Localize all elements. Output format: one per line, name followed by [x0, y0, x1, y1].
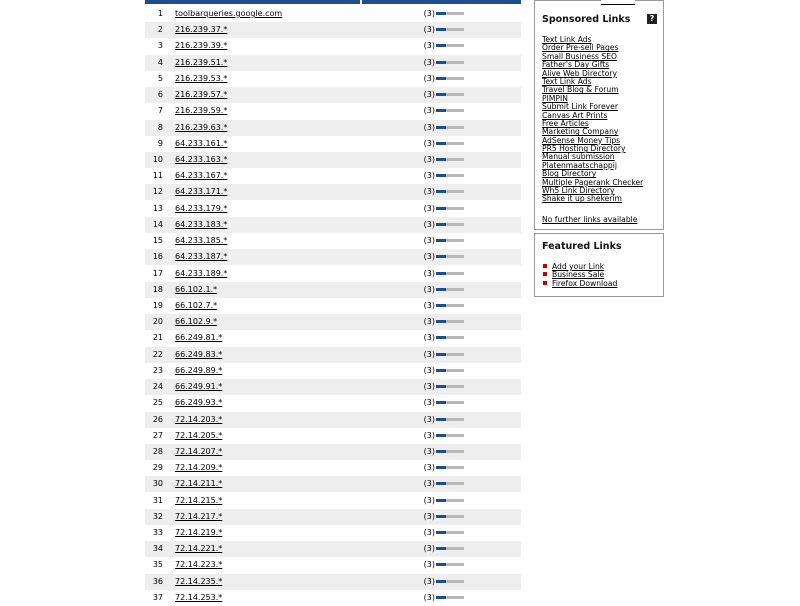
domain-link[interactable]: 64.233.189.* [175, 268, 228, 278]
pagerank-score: (3) [423, 203, 435, 213]
pagerank-bar-fill [436, 288, 446, 291]
rank-number: 30 [152, 479, 163, 489]
pagerank-score: (3) [423, 365, 435, 375]
rank-number: 15 [152, 236, 163, 246]
rank-number: 22 [152, 349, 163, 359]
table-row [145, 412, 521, 428]
pagerank-bar-fill [436, 255, 446, 258]
rank-number: 9 [157, 138, 163, 148]
pagerank-score: (3) [423, 495, 435, 505]
domain-link[interactable]: 216.239.39.* [175, 41, 228, 51]
sponsored-link[interactable]: Order Pre-sell Pages [542, 43, 619, 53]
pagerank-bar-fill [436, 418, 446, 421]
rank-number: 6 [157, 90, 163, 100]
sponsored-link[interactable]: AdSense Money Tips [542, 135, 621, 145]
rank-number: 16 [152, 252, 163, 262]
table-row [145, 282, 521, 298]
table-row [145, 525, 521, 541]
pagerank-bar-fill [436, 28, 446, 31]
pagerank-bar [436, 515, 464, 518]
rank-number: 35 [152, 560, 163, 570]
table-row [145, 347, 521, 363]
pagerank-bar-fill [436, 369, 446, 372]
table-row [145, 22, 521, 38]
pagerank-bar [436, 434, 464, 437]
table-row [145, 201, 521, 217]
pagerank-bar-fill [436, 531, 446, 534]
pagerank-bar [436, 158, 464, 161]
rank-number: 34 [152, 544, 163, 554]
featured-links-box [534, 233, 664, 297]
pagerank-bar [436, 336, 464, 339]
pagerank-bar-fill [436, 190, 446, 193]
pagerank-bar [436, 450, 464, 453]
pagerank-bar [436, 93, 464, 96]
table-row [145, 363, 521, 379]
rank-number: 2 [157, 25, 163, 35]
pagerank-bar-fill [436, 77, 446, 80]
rank-number: 17 [152, 268, 163, 278]
pagerank-score: (3) [423, 154, 435, 164]
pagerank-bar-fill [436, 482, 446, 485]
pagerank-score: (3) [423, 560, 435, 570]
domain-link[interactable]: 64.233.161.* [175, 138, 228, 148]
pagerank-bar [436, 563, 464, 566]
domain-link[interactable]: 66.249.81.* [175, 333, 223, 343]
pagerank-bar [436, 207, 464, 210]
pagerank-score: (3) [423, 252, 435, 262]
pagerank-bar [436, 320, 464, 323]
sponsored-link[interactable]: Small Business SEO [542, 51, 617, 61]
pagerank-bar-fill [436, 547, 446, 550]
domain-link[interactable]: 64.233.185.* [175, 236, 228, 246]
pagerank-bar-fill [436, 466, 446, 469]
pagerank-score: (3) [423, 284, 435, 294]
rank-number: 19 [152, 300, 163, 310]
domain-link[interactable]: 72.14.209.* [175, 463, 223, 473]
rank-number: 3 [157, 41, 163, 51]
pagerank-bar [436, 482, 464, 485]
rank-number: 11 [152, 171, 163, 181]
pagerank-score: (3) [423, 544, 435, 554]
table-row [145, 428, 521, 444]
table-row [145, 120, 521, 136]
pagerank-bar-fill [436, 596, 446, 599]
rank-number: 31 [152, 495, 163, 505]
rank-number: 20 [152, 317, 163, 327]
sponsored-links-title: Sponsored Links [542, 14, 631, 25]
table-row [145, 509, 521, 525]
pagerank-score: (3) [423, 317, 435, 327]
pagerank-score: (3) [423, 463, 435, 473]
featured-links-title: Featured Links [542, 241, 622, 252]
rank-number: 23 [152, 365, 163, 375]
pagerank-bar [436, 174, 464, 177]
pagerank-bar [436, 109, 464, 112]
pagerank-bar [436, 239, 464, 242]
pagerank-bar [436, 272, 464, 275]
domain-link[interactable]: 72.14.223.* [175, 560, 223, 570]
pagerank-bar-fill [436, 580, 446, 583]
pagerank-score: (3) [423, 122, 435, 132]
pagerank-score: (3) [423, 592, 435, 602]
domain-link[interactable]: 216.239.53.* [175, 73, 228, 83]
rank-number: 24 [152, 382, 163, 392]
domain-link[interactable]: 66.249.89.* [175, 365, 223, 375]
rank-number: 28 [152, 446, 163, 456]
header-divider [360, 0, 362, 4]
sponsored-link[interactable]: Platenmaatschappij [542, 160, 617, 170]
pagerank-bar [436, 580, 464, 583]
rank-number: 1 [157, 9, 163, 18]
domain-link[interactable]: 66.102.7.* [175, 300, 218, 310]
rank-number: 36 [152, 576, 163, 586]
table-row [145, 136, 521, 152]
featured-links-list [543, 263, 617, 288]
pagerank-score: (3) [423, 528, 435, 538]
pagerank-bar [436, 369, 464, 372]
sponsored-link[interactable]: PIMPIN [542, 93, 568, 103]
pagerank-score: (3) [423, 219, 435, 229]
domain-link[interactable]: 66.102.9.* [175, 317, 218, 327]
sponsored-link[interactable]: Father's Day Gifts [542, 60, 610, 70]
sponsored-link[interactable]: Manual submission [542, 152, 615, 162]
domain-link[interactable]: 72.14.205.* [175, 430, 223, 440]
sponsored-link[interactable]: Wh5 Link Directory [542, 186, 615, 196]
table-row [145, 249, 521, 265]
table-row [145, 574, 521, 590]
domain-link[interactable]: 216.239.63.* [175, 122, 228, 132]
table-header [145, 0, 521, 4]
table-row [145, 266, 521, 282]
pagerank-score: (3) [423, 479, 435, 489]
pagerank-bar-fill [436, 336, 446, 339]
pagerank-score: (3) [423, 138, 435, 148]
sponsored-link[interactable]: Text Link Ads [542, 76, 592, 86]
domain-link[interactable]: 66.102.1.* [175, 284, 218, 294]
sponsored-link[interactable]: Blog Directory [542, 169, 597, 179]
sponsored-links-box [534, 0, 664, 230]
pagerank-score: (3) [423, 430, 435, 440]
pagerank-score: (3) [423, 236, 435, 246]
sponsored-link[interactable]: Multiple Pagerank Checker [542, 177, 644, 187]
pagerank-score: (3) [423, 414, 435, 424]
top-cut-link[interactable] [601, 0, 635, 5]
table-row [145, 38, 521, 54]
table-row [145, 87, 521, 103]
domain-link[interactable]: 64.233.163.* [175, 154, 228, 164]
pagerank-score: (3) [423, 90, 435, 100]
featured-link-item [543, 280, 617, 288]
pagerank-score: (3) [423, 57, 435, 67]
featured-link[interactable]: Business Sale [552, 270, 605, 280]
domain-link[interactable]: 72.14.207.* [175, 446, 223, 456]
bullet-icon [543, 281, 547, 285]
pagerank-score: (3) [423, 511, 435, 521]
sponsored-link[interactable]: Travel Blog & Forum [542, 85, 619, 95]
no-further-links[interactable]: No further links available [542, 215, 638, 224]
help-icon[interactable]: ? [647, 14, 657, 24]
rank-number: 14 [152, 219, 163, 229]
domain-link[interactable]: 72.14.221.* [175, 544, 223, 554]
sponsored-link[interactable]: Shake it up shekerim [542, 194, 622, 204]
pagerank-bar [436, 12, 464, 15]
pagerank-bar-fill [436, 401, 446, 404]
domain-link[interactable]: 72.14.211.* [175, 479, 223, 489]
rank-number: 13 [152, 203, 163, 213]
pagerank-bar-fill [436, 109, 446, 112]
domain-link[interactable]: 64.233.167.* [175, 171, 228, 181]
table-row [145, 71, 521, 87]
pagerank-bar-fill [436, 320, 446, 323]
pagerank-bar [436, 418, 464, 421]
domain-link[interactable]: toolbarqueries.google.com [175, 9, 283, 18]
rank-number: 33 [152, 528, 163, 538]
featured-link[interactable]: Firefox Download [552, 278, 618, 288]
table-row [145, 184, 521, 200]
pagerank-bar-fill [436, 174, 446, 177]
pagerank-bar [436, 596, 464, 599]
rank-number: 5 [157, 73, 163, 83]
sponsored-link[interactable]: Canvas Art Prints [542, 110, 608, 120]
pagerank-bar [436, 531, 464, 534]
pagerank-bar-fill [436, 93, 446, 96]
rank-number: 32 [152, 511, 163, 521]
table-row [145, 55, 521, 71]
rank-number: 18 [152, 284, 163, 294]
rank-number: 12 [152, 187, 163, 197]
domain-link[interactable]: 216.239.57.* [175, 90, 228, 100]
domain-link[interactable]: 64.233.171.* [175, 187, 228, 197]
domain-link[interactable]: 64.233.183.* [175, 219, 228, 229]
rank-number: 27 [152, 430, 163, 440]
pagerank-score: (3) [423, 25, 435, 35]
pagerank-bar-fill [436, 450, 446, 453]
pagerank-bar [436, 255, 464, 258]
rank-number: 10 [152, 154, 163, 164]
pagerank-bar-fill [436, 515, 446, 518]
domain-link[interactable]: 66.249.91.* [175, 382, 223, 392]
domain-link[interactable]: 72.14.235.* [175, 576, 223, 586]
pagerank-bar [436, 385, 464, 388]
table-row [145, 395, 521, 411]
pagerank-bar [436, 288, 464, 291]
pagerank-score: (3) [423, 106, 435, 116]
table-row [145, 460, 521, 476]
pagerank-bar-fill [436, 272, 446, 275]
table-row [145, 314, 521, 330]
domain-link[interactable]: 72.14.253.* [175, 592, 223, 602]
rank-number: 7 [157, 106, 163, 116]
table-row [145, 590, 521, 606]
pagerank-score: (3) [423, 300, 435, 310]
domain-link[interactable]: 64.233.187.* [175, 252, 228, 262]
pagerank-bar [436, 304, 464, 307]
pagerank-score: (3) [423, 398, 435, 408]
pagerank-bar-fill [436, 142, 446, 145]
pagerank-bar-fill [436, 499, 446, 502]
domain-link[interactable]: 64.233.179.* [175, 203, 228, 213]
domain-link[interactable]: 72.14.203.* [175, 414, 223, 424]
pagerank-bar [436, 61, 464, 64]
sponsored-links-list [542, 36, 660, 204]
rank-number: 26 [152, 414, 163, 424]
pagerank-bar-fill [436, 563, 446, 566]
pagerank-bar-fill [436, 353, 446, 356]
table-row [145, 330, 521, 346]
pagerank-bar-fill [436, 61, 446, 64]
pagerank-score: (3) [423, 73, 435, 83]
sponsored-link[interactable]: Free Articles [542, 118, 589, 128]
featured-link[interactable]: Add your Link [552, 262, 605, 271]
domain-link[interactable]: 216.239.37.* [175, 25, 228, 35]
pagerank-bar [436, 499, 464, 502]
pagerank-score: (3) [423, 268, 435, 278]
sponsored-link[interactable]: Submit Link Forever [542, 102, 618, 112]
rank-number: 29 [152, 463, 163, 473]
domain-link[interactable]: 72.14.219.* [175, 528, 223, 538]
pagerank-score: (3) [423, 576, 435, 586]
pagerank-bar-fill [436, 239, 446, 242]
pagerank-bar [436, 142, 464, 145]
sponsored-link[interactable]: Alive Web Directory [542, 68, 617, 78]
table-row [145, 152, 521, 168]
pagerank-bar-fill [436, 158, 446, 161]
pagerank-score: (3) [423, 446, 435, 456]
table-row [145, 298, 521, 314]
pagerank-bar-fill [436, 207, 446, 210]
rank-number: 25 [152, 398, 163, 408]
rank-number: 21 [152, 333, 163, 343]
pagerank-bar [436, 44, 464, 47]
pagerank-bar [436, 353, 464, 356]
pagerank-bar [436, 466, 464, 469]
pagerank-score: (3) [423, 9, 435, 18]
sponsored-link[interactable]: Marketing Company [542, 127, 619, 137]
sponsored-link[interactable]: Text Link Ads [542, 35, 592, 44]
table-row [145, 379, 521, 395]
sponsored-link[interactable]: PR5 Hosting Directory [542, 144, 626, 154]
table-row [145, 541, 521, 557]
pagerank-bar-fill [436, 304, 446, 307]
table-row [145, 557, 521, 573]
pagerank-score: (3) [423, 171, 435, 181]
pagerank-bar [436, 223, 464, 226]
pagerank-bar-fill [436, 12, 446, 15]
pagerank-bar [436, 126, 464, 129]
pagerank-score: (3) [423, 333, 435, 343]
table-row [145, 168, 521, 184]
pagerank-bar-fill [436, 385, 446, 388]
pagerank-bar [436, 77, 464, 80]
table-row [145, 217, 521, 233]
rank-number: 4 [157, 57, 163, 67]
table-row [145, 444, 521, 460]
domain-link[interactable]: 216.239.51.* [175, 57, 228, 67]
table-row [145, 103, 521, 119]
pagerank-score: (3) [423, 349, 435, 359]
table-row [145, 493, 521, 509]
table-row [145, 6, 521, 22]
domain-link[interactable]: 72.14.215.* [175, 495, 223, 505]
table-row [145, 476, 521, 492]
domain-link[interactable]: 66.249.83.* [175, 349, 223, 359]
pagerank-bar [436, 190, 464, 193]
pagerank-bar [436, 401, 464, 404]
bullet-icon [543, 272, 547, 276]
pagerank-score: (3) [423, 41, 435, 51]
rank-number: 37 [152, 592, 163, 602]
domain-link[interactable]: 66.249.93.* [175, 398, 223, 408]
domain-link[interactable]: 72.14.217.* [175, 511, 223, 521]
domain-link[interactable]: 216.239.59.* [175, 106, 228, 116]
pagerank-score: (3) [423, 382, 435, 392]
rank-number: 8 [157, 122, 163, 132]
pagerank-bar-fill [436, 126, 446, 129]
table-row [145, 233, 521, 249]
pagerank-bar [436, 547, 464, 550]
pagerank-bar-fill [436, 223, 446, 226]
pagerank-bar [436, 28, 464, 31]
bullet-icon [543, 264, 547, 268]
pagerank-bar-fill [436, 44, 446, 47]
pagerank-score: (3) [423, 187, 435, 197]
pagerank-bar-fill [436, 434, 446, 437]
